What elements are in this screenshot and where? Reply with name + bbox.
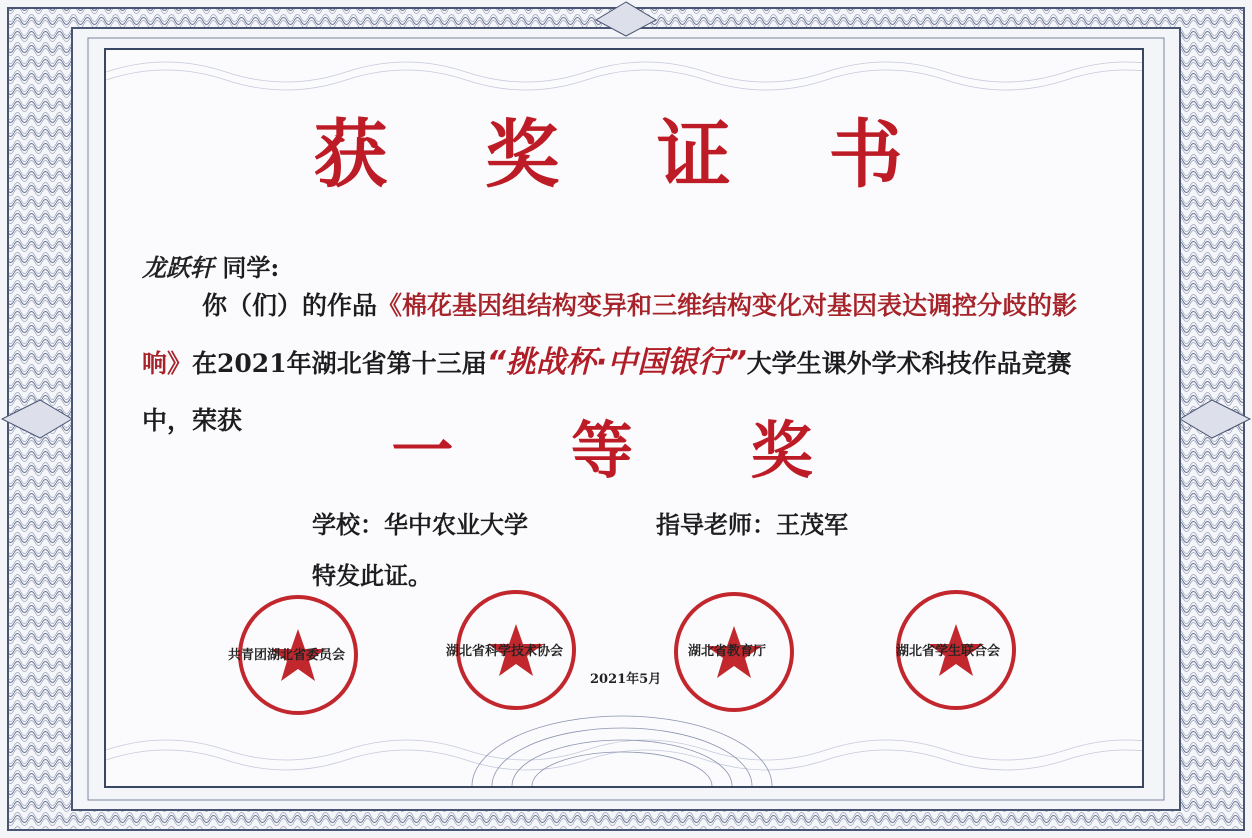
work-title-part1: 《棉花基因组结构变异和三维结构变化对基因表达调控分歧的影 [377, 291, 1078, 320]
work-title-part2: 响》 [142, 349, 193, 378]
competition-suffix: 大学生课外学术科技作品竞赛 [746, 349, 1072, 378]
seal-label-youth-league: 共青团湖北省委员会 [228, 648, 346, 663]
body-line-1 [202, 293, 1077, 318]
campaign-name: “挑战杯·中国银行” [486, 345, 747, 380]
certificate-title: 获 奖 证 书 [313, 112, 939, 198]
body-line-3: 中，荣获 [142, 406, 243, 435]
seal-label-education-dept: 湖北省教育厅 [688, 644, 767, 659]
seal-label-student-federation: 湖北省学生联合会 [896, 644, 1001, 659]
advisor-field: 指导老师：王茂军 [656, 510, 848, 539]
issue-date: 2021年5月 [590, 672, 662, 687]
recipient-suffix: 同学: [222, 253, 280, 282]
award-grade: 一 等 奖 [391, 414, 861, 487]
recipient-line [142, 248, 279, 283]
competition-year-text: 在2021年湖北省第十三届 [192, 349, 487, 378]
closing-text: 特发此证。 [312, 561, 432, 590]
body-prefix: 你（们）的作品 [202, 291, 378, 320]
school-field: 学校：华中农业大学 [312, 510, 528, 539]
recipient-name: 龙跃轩 [142, 253, 214, 282]
seal-label-science-association: 湖北省科学技术协会 [446, 644, 564, 659]
body-line-2 [142, 345, 1072, 380]
